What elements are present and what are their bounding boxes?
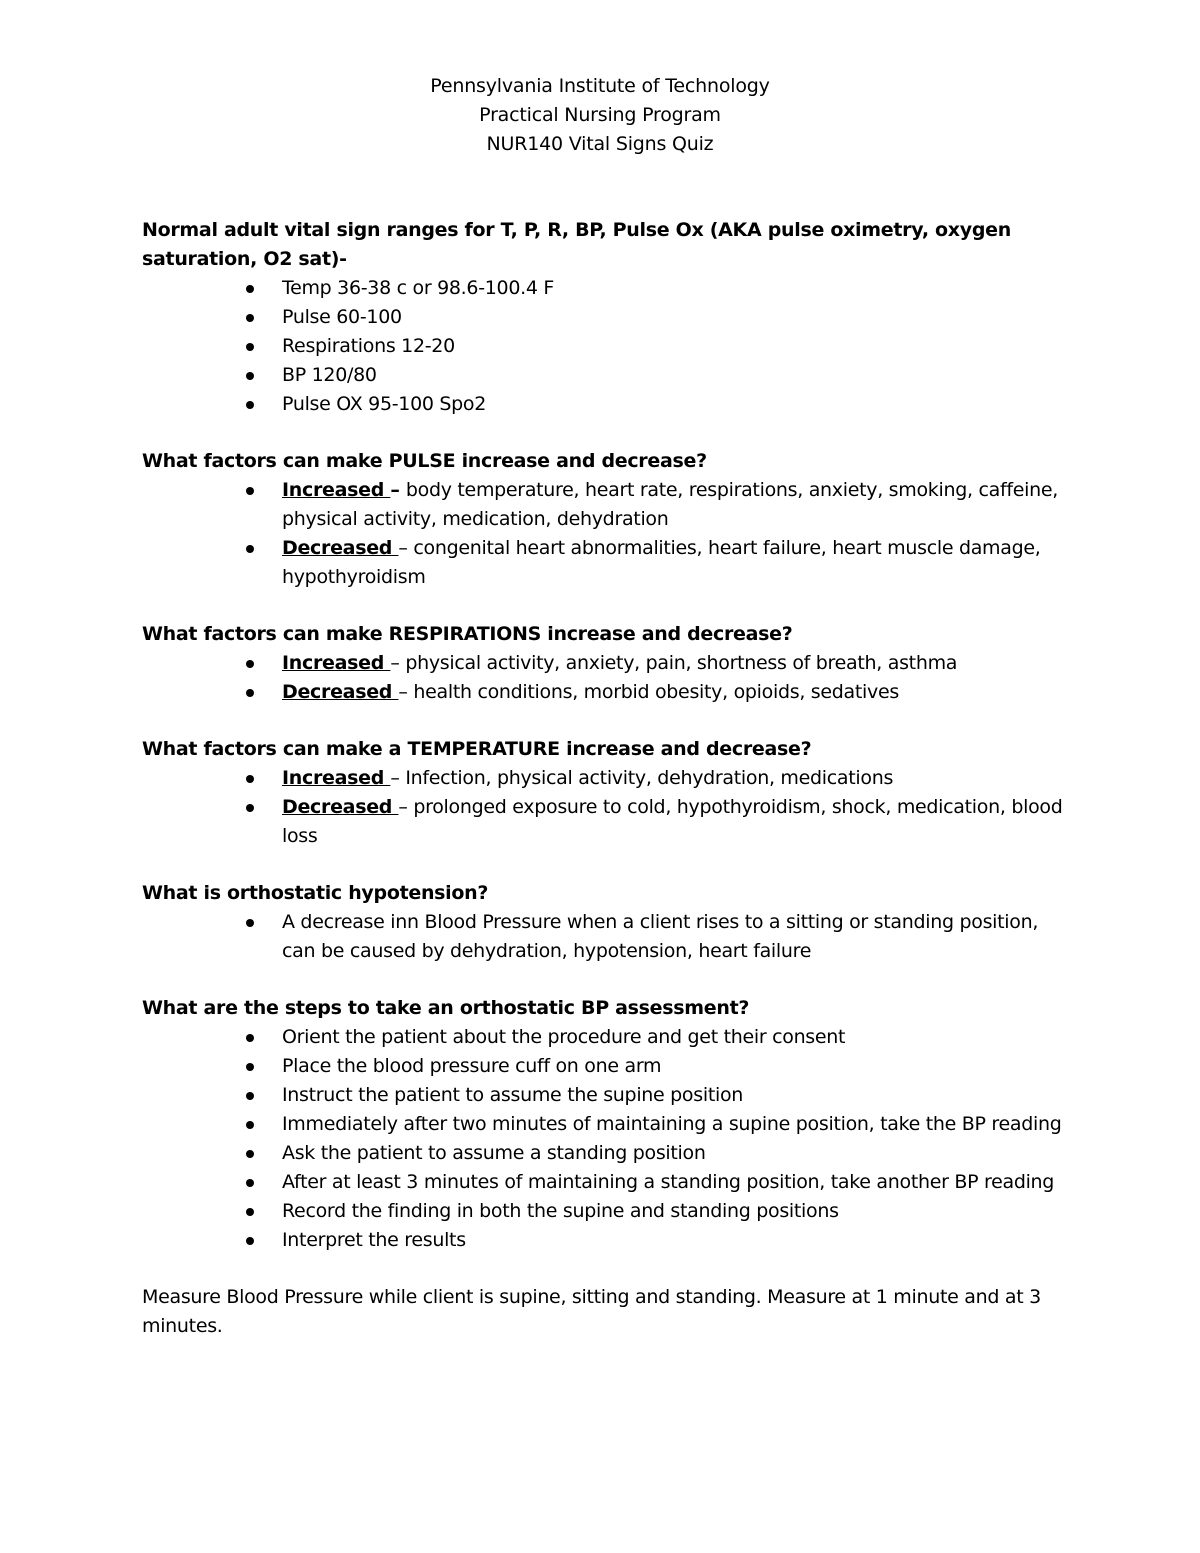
section-temperature xyxy=(142,735,1072,851)
list-item: Place the blood pressure cuff on one arm xyxy=(282,1052,1072,1081)
list-item: Temp 36-38 c or 98.6-100.4 F xyxy=(282,274,1072,303)
increased-label: Increased xyxy=(282,479,391,501)
section-orthostatic-steps xyxy=(142,994,1072,1255)
list-item: A decrease inn Blood Pressure when a client rises to a sitting or standing position, can be caused by dehydration, hypotension, heart failure xyxy=(282,908,1072,966)
document-body xyxy=(142,216,1072,1341)
list-item-increased xyxy=(282,764,1072,793)
list-item: Pulse OX 95-100 Spo2 xyxy=(282,390,1072,419)
list-item: Interpret the results xyxy=(282,1226,1072,1255)
decreased-text: health conditions, morbid obesity, opioids, sedatives xyxy=(413,681,899,703)
respirations-factors-list xyxy=(142,649,1072,707)
quiz-title: NUR140 Vital Signs Quiz xyxy=(486,133,714,155)
increased-separator: – xyxy=(390,479,406,501)
increased-label: Increased xyxy=(282,652,391,674)
decreased-label: Decreased xyxy=(282,796,399,818)
question-temperature: What factors can make a TEMPERATURE increase and decrease? xyxy=(142,738,812,760)
list-item: Orient the patient about the procedure and get their consent xyxy=(282,1023,1072,1052)
list-item-increased xyxy=(282,476,1072,534)
list-item-decreased xyxy=(282,678,1072,707)
orthostatic-list xyxy=(142,908,1072,966)
list-item: BP 120/80 xyxy=(282,361,1072,390)
list-item: Pulse 60-100 xyxy=(282,303,1072,332)
steps-list xyxy=(142,1023,1072,1255)
decreased-label: Decreased xyxy=(282,537,399,559)
list-item: Ask the patient to assume a standing position xyxy=(282,1139,1072,1168)
footer-note: Measure Blood Pressure while client is supine, sitting and standing. Measure at 1 minute and at 3 minutes. xyxy=(142,1286,1041,1337)
section-respirations xyxy=(142,620,1072,707)
decreased-text: prolonged exposure to cold, hypothyroidism, shock, medication, blood loss xyxy=(282,796,1063,847)
increased-text: physical activity, anxiety, pain, shortness of breath, asthma xyxy=(405,652,958,674)
list-item: Record the finding in both the supine and standing positions xyxy=(282,1197,1072,1226)
question-normal-ranges: Normal adult vital sign ranges for T, P, R, BP, Pulse Ox (AKA pulse oximetry, oxygen saturation, O2 sat)- xyxy=(142,219,1011,270)
list-item: Immediately after two minutes of maintaining a supine position, take the BP reading xyxy=(282,1110,1072,1139)
institution-name: Pennsylvania Institute of Technology xyxy=(430,75,770,97)
list-item-decreased xyxy=(282,534,1072,592)
question-orthostatic-steps: What are the steps to take an orthostatic BP assessment? xyxy=(142,997,750,1019)
decreased-separator: – xyxy=(398,537,414,559)
normal-ranges-list xyxy=(142,274,1072,419)
increased-text: Infection, physical activity, dehydration, medications xyxy=(405,767,894,789)
list-item-increased xyxy=(282,649,1072,678)
decreased-separator: – xyxy=(398,681,414,703)
increased-label: Increased xyxy=(282,767,391,789)
increased-text: body temperature, heart rate, respirations, anxiety, smoking, caffeine, physical activity, medication, dehydration xyxy=(282,479,1058,530)
temperature-factors-list xyxy=(142,764,1072,851)
question-respirations: What factors can make RESPIRATIONS increase and decrease? xyxy=(142,623,793,645)
document-header xyxy=(0,72,1200,159)
increased-separator: – xyxy=(390,652,406,674)
section-pulse xyxy=(142,447,1072,592)
section-orthostatic-hypotension xyxy=(142,879,1072,966)
decreased-separator: – xyxy=(398,796,414,818)
section-normal-ranges xyxy=(142,216,1072,419)
list-item: Respirations 12-20 xyxy=(282,332,1072,361)
decreased-label: Decreased xyxy=(282,681,399,703)
pulse-factors-list xyxy=(142,476,1072,592)
decreased-text: congenital heart abnormalities, heart failure, heart muscle damage, hypothyroidism xyxy=(282,537,1041,588)
program-name: Practical Nursing Program xyxy=(479,104,721,126)
list-item-decreased xyxy=(282,793,1072,851)
list-item: Instruct the patient to assume the supine position xyxy=(282,1081,1072,1110)
question-orthostatic-hypotension: What is orthostatic hypotension? xyxy=(142,882,489,904)
question-pulse: What factors can make PULSE increase and decrease? xyxy=(142,450,707,472)
list-item: After at least 3 minutes of maintaining a standing position, take another BP reading xyxy=(282,1168,1072,1197)
increased-separator: – xyxy=(390,767,406,789)
